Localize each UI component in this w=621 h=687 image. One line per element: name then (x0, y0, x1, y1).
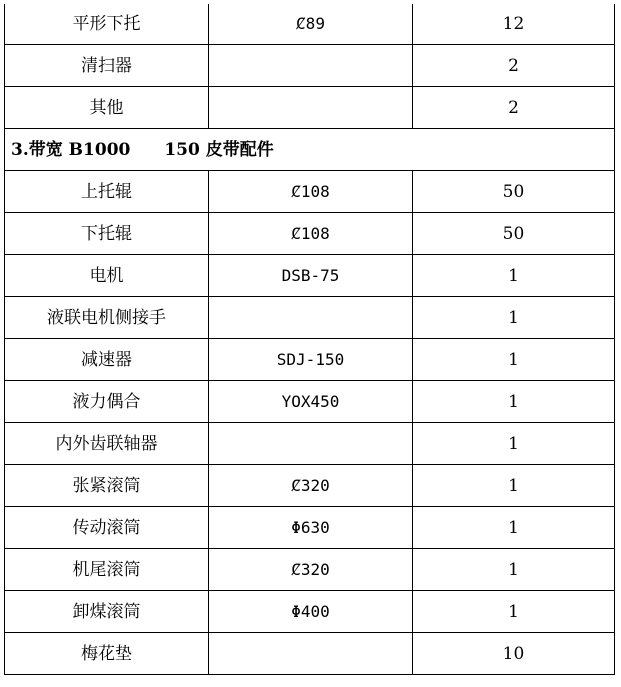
part-name-cell: 液力偶合 (5, 381, 209, 423)
table-row (5, 507, 615, 549)
table-row (5, 171, 615, 213)
part-qty-cell: 1 (413, 381, 615, 423)
part-qty-cell: 1 (413, 423, 615, 465)
part-spec-cell: Ȼ320 (209, 465, 413, 507)
table-row (5, 591, 615, 633)
part-spec-cell: YOX450 (209, 381, 413, 423)
part-qty-cell: 1 (413, 507, 615, 549)
part-qty-cell: 1 (413, 549, 615, 591)
table-row (5, 633, 615, 675)
table-row (5, 45, 615, 87)
part-qty-cell: 10 (413, 633, 615, 675)
part-spec-cell: Φ400 (209, 591, 413, 633)
part-name-cell: 梅花垫 (5, 633, 209, 675)
part-name-cell: 张紧滚筒 (5, 465, 209, 507)
table-row (5, 339, 615, 381)
part-spec-cell (209, 87, 413, 129)
table-row (5, 465, 615, 507)
part-qty-cell: 2 (413, 87, 615, 129)
part-name-cell: 上托辊 (5, 171, 209, 213)
part-qty-cell: 50 (413, 171, 615, 213)
part-spec-cell: Ȼ108 (209, 213, 413, 255)
table-row (5, 4, 615, 45)
part-qty-cell: 12 (413, 4, 615, 45)
part-spec-cell: Ȼ320 (209, 549, 413, 591)
part-name-cell: 内外齿联轴器 (5, 423, 209, 465)
part-spec-cell: DSB-75 (209, 255, 413, 297)
part-qty-cell: 1 (413, 339, 615, 381)
part-spec-cell (209, 45, 413, 87)
part-name-cell: 液联电机侧接手 (5, 297, 209, 339)
part-name-cell: 机尾滚筒 (5, 549, 209, 591)
part-spec-cell: Ȼ89 (209, 4, 413, 45)
part-name-cell: 减速器 (5, 339, 209, 381)
section-heading: 3.带宽 B1000 150 皮带配件 (5, 129, 615, 171)
table-row (5, 423, 615, 465)
part-name-cell: 电机 (5, 255, 209, 297)
part-spec-cell: SDJ-150 (209, 339, 413, 381)
table-row (5, 381, 615, 423)
part-name-cell: 清扫器 (5, 45, 209, 87)
part-qty-cell: 2 (413, 45, 615, 87)
part-spec-cell (209, 297, 413, 339)
part-name-cell: 下托辊 (5, 213, 209, 255)
part-qty-cell: 1 (413, 591, 615, 633)
part-spec-cell: Φ630 (209, 507, 413, 549)
part-spec-cell: Ȼ108 (209, 171, 413, 213)
part-name-cell: 平形下托 (5, 4, 209, 45)
part-spec-cell (209, 423, 413, 465)
section-heading-row (5, 129, 615, 171)
part-qty-cell: 1 (413, 465, 615, 507)
table-row (5, 87, 615, 129)
table-row (5, 255, 615, 297)
part-name-cell: 其他 (5, 87, 209, 129)
table-row (5, 549, 615, 591)
part-name-cell: 传动滚筒 (5, 507, 209, 549)
part-qty-cell: 50 (413, 213, 615, 255)
table-row (5, 297, 615, 339)
part-name-cell: 卸煤滚筒 (5, 591, 209, 633)
part-spec-cell (209, 633, 413, 675)
parts-table (4, 4, 615, 675)
table-row (5, 213, 615, 255)
part-qty-cell: 1 (413, 297, 615, 339)
part-qty-cell: 1 (413, 255, 615, 297)
